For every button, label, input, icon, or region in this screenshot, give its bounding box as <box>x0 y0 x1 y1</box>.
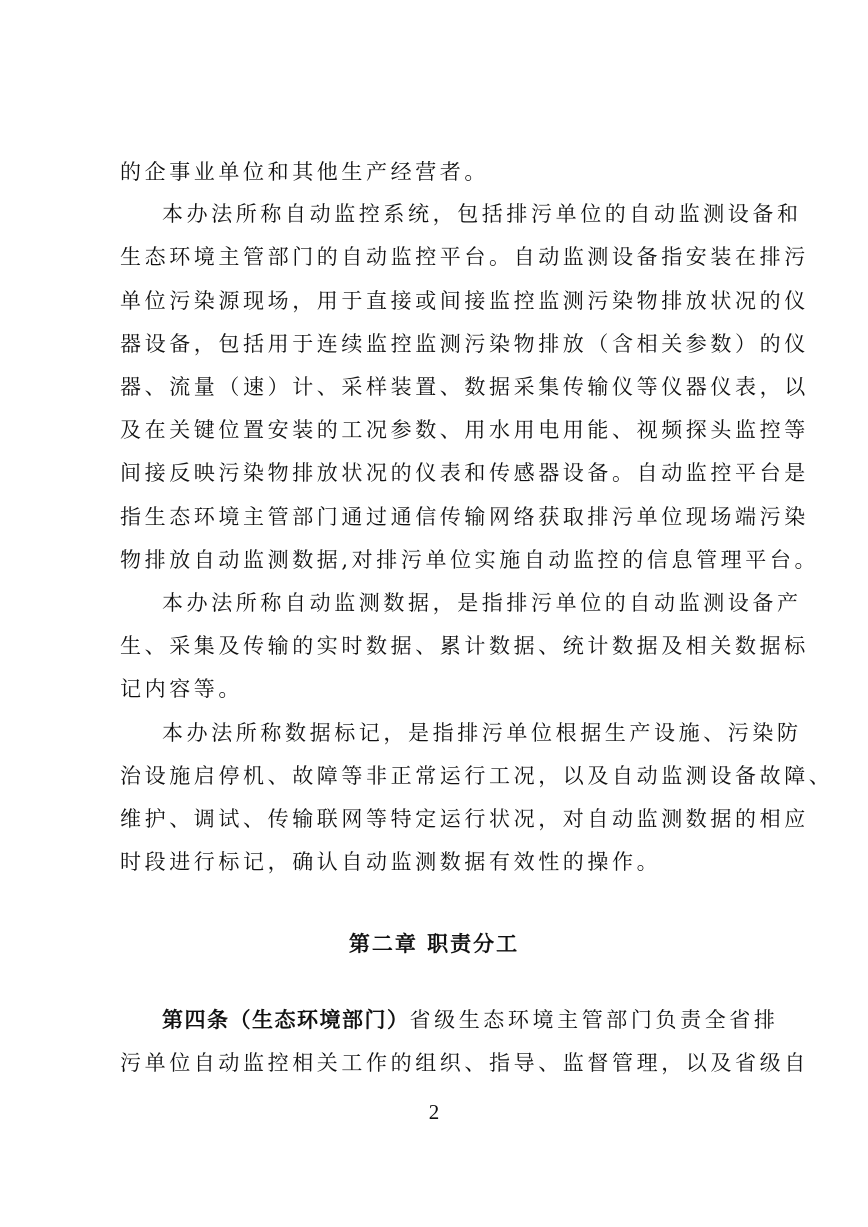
text-line: 指生态环境主管部门通过通信传输网络获取排污单位现场端污染 <box>120 505 809 529</box>
text-line: 污单位自动监控相关工作的组织、指导、监督管理，以及省级自 <box>120 1051 809 1075</box>
text-line: 本办法所称自动监控系统，包括排污单位的自动监测设备和 <box>162 202 802 226</box>
page-number: 2 <box>428 1100 440 1124</box>
text-line: 生态环境主管部门的自动监控平台。自动监测设备指安装在排污 <box>120 245 809 269</box>
chapter-heading: 第二章 职责分工 <box>348 932 520 956</box>
article-label: 第四条（生态环境部门） <box>162 1008 410 1032</box>
text-line: 维护、调试、传输联网等特定运行状况，对自动监测数据的相应 <box>120 807 809 831</box>
text-line: 本办法所称自动监测数据，是指排污单位的自动监测设备产 <box>162 591 802 615</box>
text-line: 本办法所称数据标记，是指排污单位根据生产设施、污染防 <box>162 721 802 745</box>
article-text: 省级生态环境主管部门负责全省排 <box>409 1008 779 1032</box>
text-line: 器、流量（速）计、采样装置、数据采集传输仪等仪器仪表，以 <box>120 375 809 399</box>
text-line: 间接反映污染物排放状况的仪表和传感器设备。自动监控平台是 <box>120 461 809 485</box>
text-line: 记内容等。 <box>120 677 243 701</box>
text-line: 器设备，包括用于连续监控监测污染物排放（含相关参数）的仪 <box>120 332 809 356</box>
text-line: 时段进行标记，确认自动监测数据有效性的操作。 <box>120 850 662 874</box>
text-line: 治设施启停机、故障等非正常运行工况，以及自动监测设备故障、 <box>120 764 834 788</box>
article-first-line <box>162 1006 779 1034</box>
text-line: 的企事业单位和其他生产经营者。 <box>120 160 489 184</box>
text-line: 生、采集及传输的实时数据、累计数据、统计数据及相关数据标 <box>120 634 809 658</box>
text-line: 单位污染源现场，用于直接或间接监控监测污染物排放状况的仪 <box>120 289 809 313</box>
text-line: 及在关键位置安装的工况参数、用水用电用能、视频探头监控等 <box>120 418 809 442</box>
text-line: 物排放自动监测数据,对排污单位实施自动监控的信息管理平台。 <box>120 548 820 572</box>
